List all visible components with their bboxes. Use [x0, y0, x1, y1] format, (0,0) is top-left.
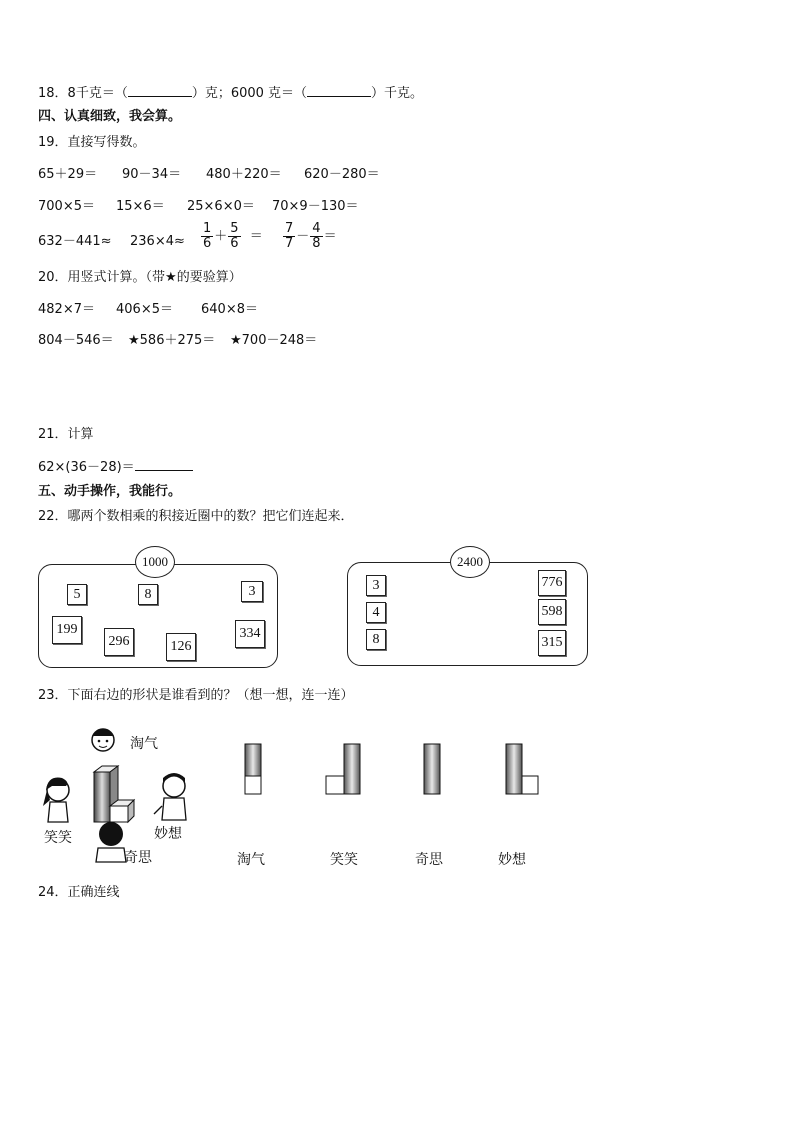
target-circle: 1000	[135, 546, 175, 578]
number-box[interactable]: 315	[538, 630, 566, 656]
number-box[interactable]: 334	[235, 620, 265, 648]
question-title: 22．哪两个数相乘的积接近圈中的数？把它们连起来．	[38, 509, 354, 524]
calc-item: 480＋220＝	[206, 167, 282, 182]
question-title: 23．下面右边的形状是谁看到的？（想一想，连一连）	[38, 688, 354, 703]
calc-item: 70×9－130＝	[272, 199, 359, 214]
number-box[interactable]: 126	[166, 633, 196, 661]
question-title: 19．直接写得数。	[38, 135, 146, 150]
number-box[interactable]: 296	[104, 628, 134, 656]
kid-miaoxiang-figure	[154, 773, 186, 820]
number-box[interactable]: 598	[538, 599, 566, 625]
view-label: 妙想	[498, 852, 526, 868]
answer-blank[interactable]	[128, 84, 192, 97]
scene-illustration	[36, 720, 206, 870]
target-circle: 2400	[450, 546, 490, 578]
number-box[interactable]: 4	[366, 602, 386, 623]
calc-item: 62×(36－28)＝	[38, 458, 193, 476]
q18-text-3: ）千克。	[371, 86, 424, 101]
kid-name-bottom: 奇思	[124, 850, 152, 866]
kid-name-left: 笑笑	[44, 830, 72, 846]
number-box[interactable]: 3	[241, 581, 263, 602]
kid-xiaoxiao-figure	[43, 778, 69, 823]
view-shape-3	[424, 744, 440, 794]
question-18	[38, 84, 423, 102]
kid-name-right: 妙想	[154, 826, 182, 842]
block-stack	[94, 766, 134, 822]
number-box[interactable]: 199	[52, 616, 82, 644]
fraction-expression: $\frac{7}{7}$ － $\frac{4}{8}$ ＝	[285, 221, 337, 251]
kid-taoqi-figure	[92, 729, 114, 751]
calc-item: 90－34＝	[122, 167, 182, 182]
question-number: 18．	[38, 86, 68, 101]
answer-blank[interactable]	[135, 458, 193, 471]
view-shape-4	[506, 744, 538, 794]
question-title: 20．用竖式计算。（带★的要验算）	[38, 270, 242, 285]
q18-text-1: 8千克＝（	[67, 86, 128, 101]
answer-blank[interactable]	[307, 84, 371, 97]
question-title: 24．正确连线	[38, 885, 120, 900]
calc-item: 700×5＝	[38, 199, 95, 214]
view-label: 笑笑	[330, 852, 358, 868]
number-box[interactable]: 776	[538, 570, 566, 596]
section-heading: 四、认真细致，我会算。	[38, 109, 182, 124]
question-title: 21．计算	[38, 427, 94, 442]
calc-item: 804－546＝	[38, 333, 114, 348]
calc-item: 406×5＝	[116, 302, 173, 317]
view-label: 奇思	[415, 852, 443, 868]
calc-item: 640×8＝	[201, 302, 258, 317]
calc-item: ★586＋275＝	[128, 333, 216, 348]
number-box[interactable]: 8	[138, 584, 158, 605]
view-shape-2	[326, 744, 360, 794]
number-box[interactable]: 3	[366, 575, 386, 596]
q18-text-2: ）克；6000 克＝（	[191, 86, 308, 101]
fraction-expression: $\frac{1}{6}$ ＋ $\frac{5}{6}$ ＝	[203, 221, 263, 251]
calc-item: 482×7＝	[38, 302, 95, 317]
calc-item: 15×6＝	[116, 199, 165, 214]
calc-item: 632－441≈	[38, 234, 112, 249]
view-label: 淘气	[237, 852, 265, 868]
calc-item: 25×6×0＝	[187, 199, 255, 214]
kid-name-top: 淘气	[130, 736, 158, 752]
kid-qisi-figure	[96, 822, 126, 862]
number-box[interactable]: 5	[67, 584, 87, 605]
view-shapes	[236, 740, 546, 800]
number-box[interactable]: 8	[366, 629, 386, 650]
calc-item: 65＋29＝	[38, 167, 98, 182]
calc-item: ★700－248＝	[230, 333, 318, 348]
calc-item: 620－280＝	[304, 167, 380, 182]
section-heading: 五、动手操作，我能行。	[38, 484, 182, 499]
calc-item: 236×4≈	[130, 234, 185, 249]
view-shape-1	[245, 744, 261, 794]
